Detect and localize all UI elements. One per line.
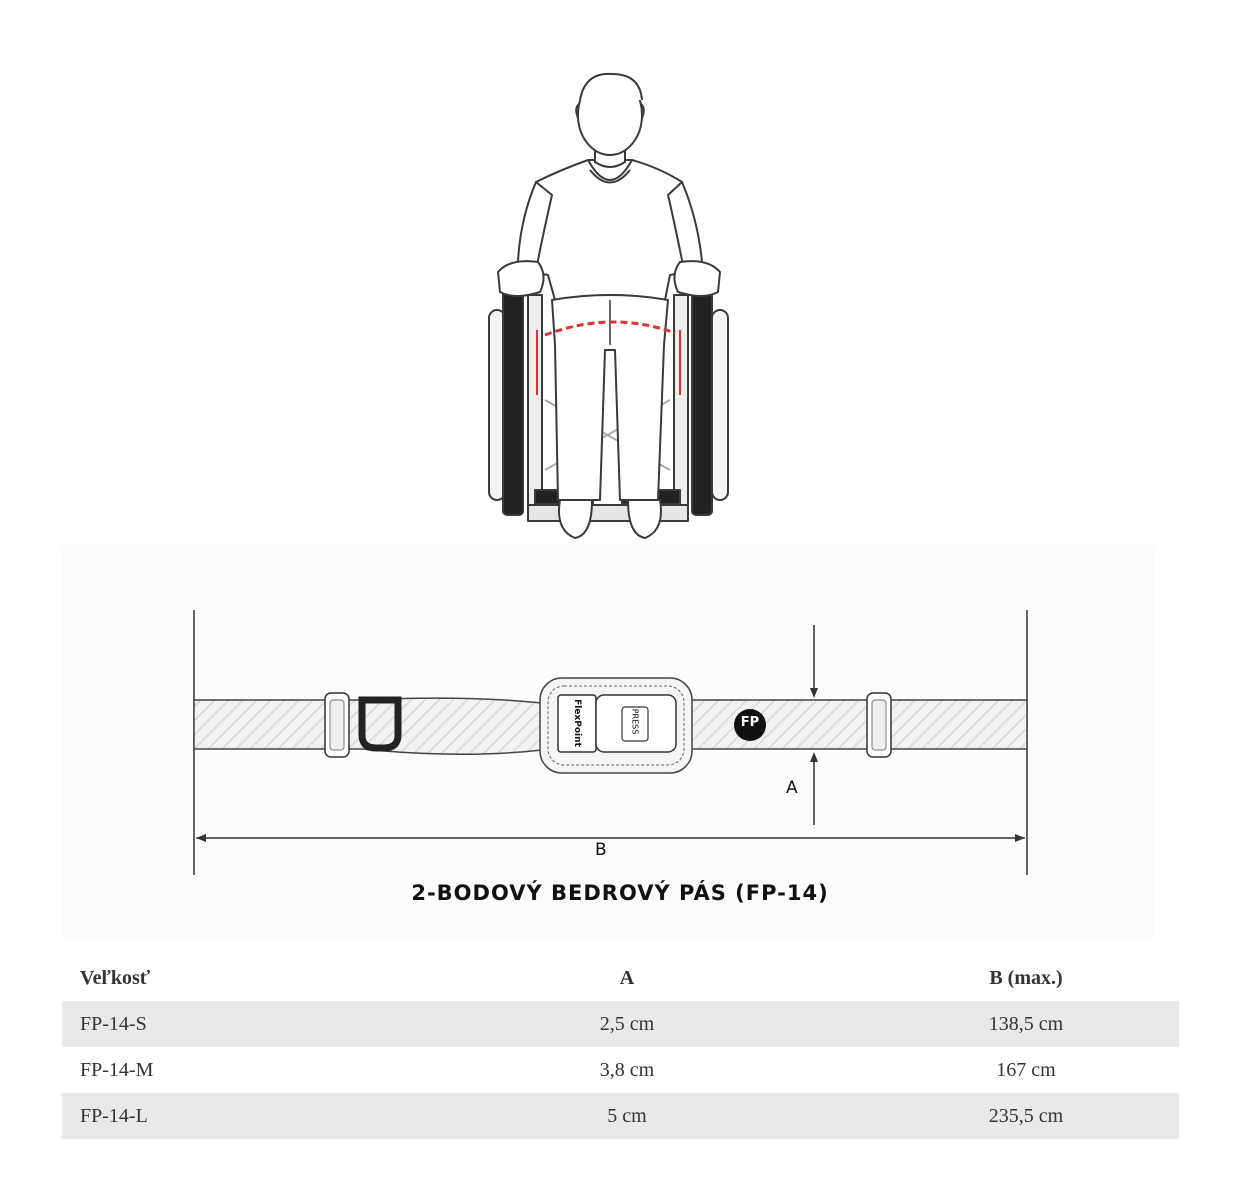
table-row xyxy=(62,1047,1179,1093)
table-row xyxy=(62,1001,1179,1047)
brand-label: FlexPoint xyxy=(572,699,582,747)
press-button-label: PRESS xyxy=(630,708,640,735)
dimension-a-label: A xyxy=(786,778,798,798)
cell-size: FP-14-M xyxy=(80,1058,154,1081)
size-table xyxy=(62,955,1179,1139)
header-a: A xyxy=(619,966,635,989)
dimension-b-label: B xyxy=(595,840,607,860)
belt-diagram-panel xyxy=(62,545,1154,940)
figure-title: 2-BODOVÝ BEDROVÝ PÁS (FP-14) xyxy=(411,881,829,905)
fp-logo: FP xyxy=(740,715,760,730)
cell-b: 235,5 cm xyxy=(873,1093,1179,1139)
cell-b: 138,5 cm xyxy=(873,1001,1179,1047)
table-row xyxy=(62,1093,1179,1139)
cell-a: 2,5 cm xyxy=(381,1001,873,1047)
header-b: B (max.) xyxy=(989,966,1063,989)
belt-diagram xyxy=(62,545,1154,875)
header-size: Veľkosť xyxy=(80,966,151,989)
cell-size: FP-14-L xyxy=(62,1093,381,1139)
wheelchair-user-illustration xyxy=(0,0,1240,560)
table-header-row xyxy=(62,955,1179,1001)
cell-size: FP-14-S xyxy=(62,1001,381,1047)
cell-b: 167 cm xyxy=(996,1058,1056,1081)
cell-a: 3,8 cm xyxy=(599,1058,655,1081)
cell-a: 5 cm xyxy=(381,1093,873,1139)
